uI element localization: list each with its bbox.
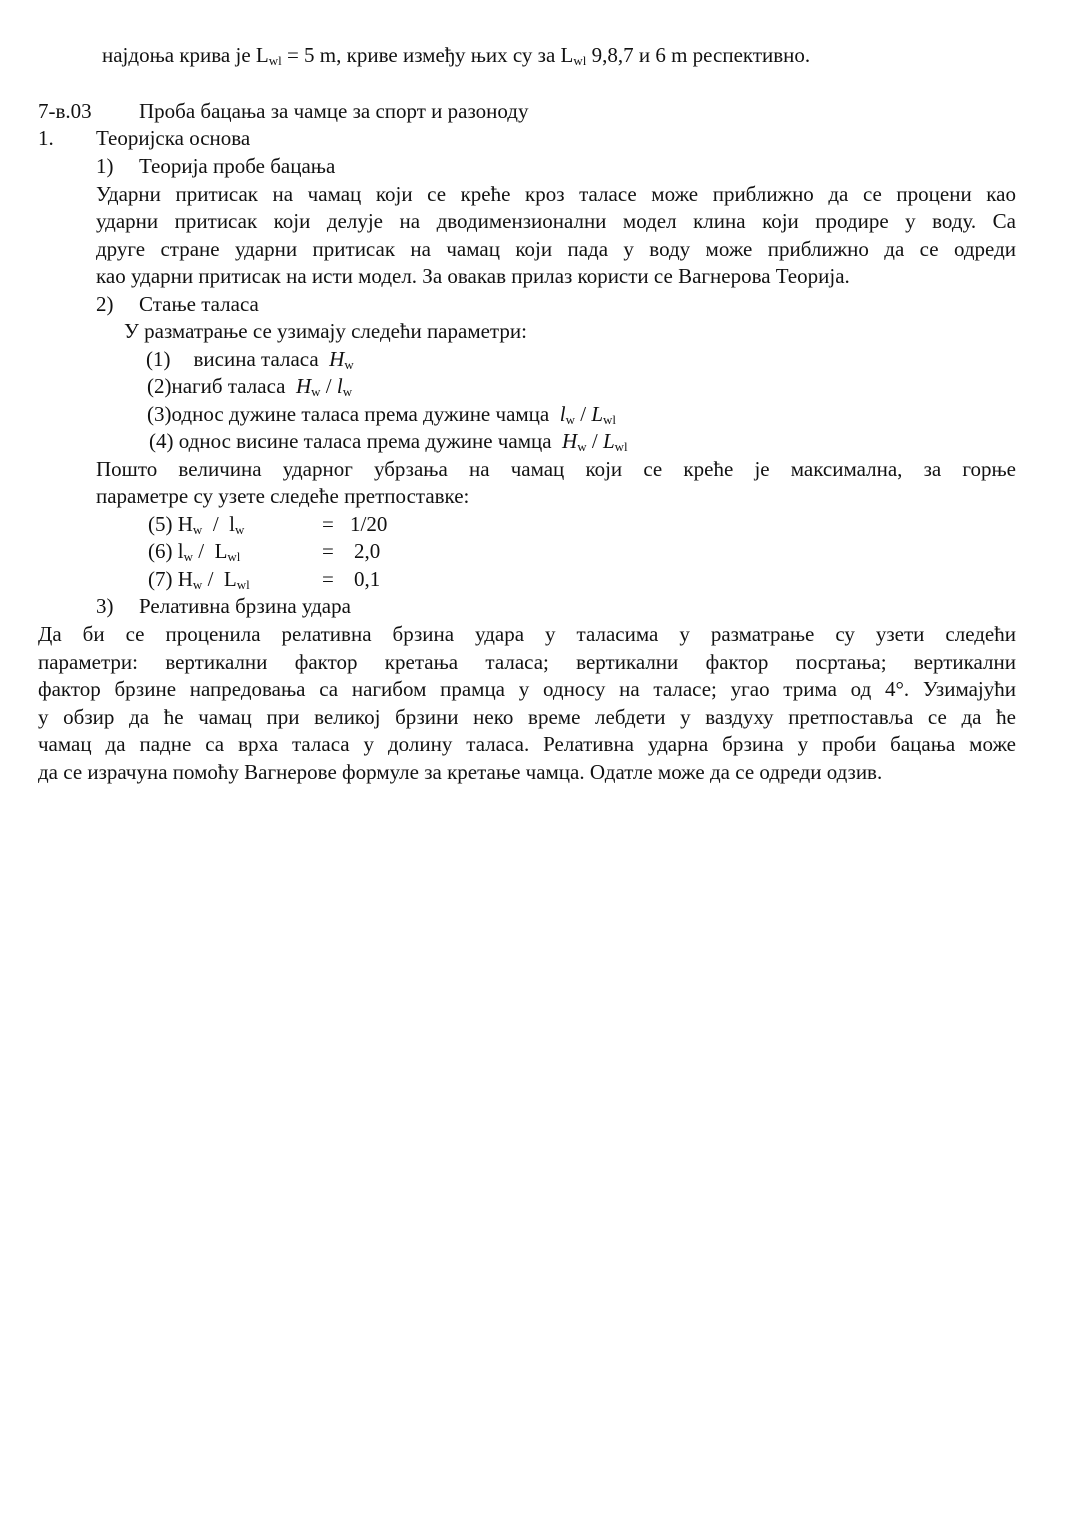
param-number: (1) xyxy=(146,347,171,371)
assumption-row xyxy=(148,566,250,594)
variable: H xyxy=(177,512,193,536)
paragraph-line: као ударни притисак на исти модел. За овакав прилаз користи се Вагнерова Теорија. xyxy=(96,264,850,288)
subitem-title: Релативна брзина удара xyxy=(139,594,351,618)
param-item xyxy=(146,346,354,374)
formula: H xyxy=(562,429,578,453)
assumption-number: (6) xyxy=(148,539,173,563)
subscript: wl xyxy=(236,577,250,592)
intro-text-2: = 5 m, криве између њих су за L xyxy=(281,43,574,67)
intro-text-1: најдоња крива је L xyxy=(102,43,269,67)
formula: L xyxy=(602,429,615,453)
paragraph-line: параметри: вертикални фактор кретања таласа; вертикални фактор посртања; вертикални xyxy=(38,650,1016,674)
paragraph-line: да се израчуна помоћу Вагнерове формуле за кретање чамца. Одатле може да се одреди одзив. xyxy=(38,760,883,784)
item-title: Теоријска основа xyxy=(96,126,251,150)
slash: / xyxy=(202,512,230,536)
equals-sign: = xyxy=(322,512,334,536)
subscript: w xyxy=(235,522,245,537)
equals-sign: = xyxy=(322,567,334,591)
paragraph-line: Пошто величина ударног убрзања на чамац који се креће је максимална, за горње xyxy=(96,457,1016,481)
param-item xyxy=(147,373,352,401)
assumption-number: (7) xyxy=(148,567,173,591)
variable: l xyxy=(177,539,184,563)
subitem-title: Стање таласа xyxy=(139,292,259,316)
slash: / xyxy=(574,402,592,426)
paragraph-line: ударни притисак који делује на дводимензионални модел клина који продире у воду. Са xyxy=(96,209,1016,233)
subscript: wl xyxy=(614,439,628,454)
param-item xyxy=(147,401,616,429)
subscript: w xyxy=(311,384,321,399)
formula: L xyxy=(591,402,603,426)
subscript: w xyxy=(577,439,587,454)
assumption-value: 2,0 xyxy=(354,539,381,563)
param-number: (3) xyxy=(147,402,172,426)
paragraph-line: Да би се проценила релативна брзина удара у таласима у разматрање су узети следећи xyxy=(38,622,1016,646)
param-text: однос висине таласа према дужине чамца xyxy=(178,429,552,453)
assumption-value: 1/20 xyxy=(350,512,388,536)
param-text: нагиб таласа xyxy=(171,374,286,398)
formula: H xyxy=(295,374,312,398)
variable: l xyxy=(229,512,235,536)
section-title: Проба бацања за чамце за спорт и разоноду xyxy=(139,99,529,123)
subscript: wl xyxy=(573,53,587,68)
formula: l xyxy=(559,402,566,426)
subscript: w xyxy=(192,577,203,592)
paragraph-line: Ударни притисак на чамац који се креће кроз таласе може приближно да се процени као xyxy=(96,182,1016,206)
params-intro: У разматрање се узимају следећи параметри: xyxy=(124,319,527,343)
paragraph-line: параметре су узете следеће претпоставке: xyxy=(96,484,470,508)
slash: / xyxy=(320,374,337,398)
intro-text-3: 9,8,7 и 6 m респективно. xyxy=(586,43,811,67)
intro-line xyxy=(102,42,810,70)
subscript: wl xyxy=(268,53,282,68)
subscript: w xyxy=(342,384,353,399)
subscript: wl xyxy=(227,549,241,564)
subscript: w xyxy=(565,412,575,427)
paragraph-line: чамац да падне са врха таласа у долину таласа. Релативна ударна брзина у проби бацања може xyxy=(38,732,1016,756)
param-number: (4) xyxy=(149,429,174,453)
assumption-row xyxy=(148,538,240,566)
paragraph-line: друге стране ударни притисак на чамац који пада у воду може приближно да се одреди xyxy=(96,237,1016,261)
assumption-number: (5) xyxy=(148,512,173,536)
param-text: однос дужине таласа према дужине чамца xyxy=(171,402,550,426)
section-number: 7-в.03 xyxy=(38,99,92,123)
slash: / xyxy=(202,567,224,591)
subscript: w xyxy=(192,522,203,537)
subitem-title: Теорија пробе бацања xyxy=(139,154,336,178)
formula: l xyxy=(336,374,343,398)
subitem-number: 1) xyxy=(96,154,114,178)
param-number: (2) xyxy=(147,374,172,398)
slash: / xyxy=(192,539,215,563)
subscript: wl xyxy=(603,412,616,427)
subitem-number: 2) xyxy=(96,292,114,316)
item-number: 1. xyxy=(38,126,54,150)
assumption-row xyxy=(148,511,244,539)
equals-sign: = xyxy=(322,539,334,563)
subitem-number: 3) xyxy=(96,594,114,618)
formula: H xyxy=(329,347,345,371)
variable: L xyxy=(214,539,228,563)
subscript: w xyxy=(183,549,193,564)
param-text: висина таласа xyxy=(193,347,319,371)
param-item xyxy=(149,428,628,456)
subscript: w xyxy=(344,357,354,372)
variable: H xyxy=(177,567,193,591)
paragraph-line: фактор брзине напредовања са нагибом прамца у односу на таласе; угао трима од 4°. Узимајући xyxy=(38,677,1016,701)
variable: L xyxy=(223,567,237,591)
assumption-value: 0,1 xyxy=(354,567,381,591)
paragraph-line: у обзир да ће чамац при великој брзини неко време лебдети у ваздуху претпоставља се да ће xyxy=(38,705,1016,729)
slash: / xyxy=(586,429,603,453)
